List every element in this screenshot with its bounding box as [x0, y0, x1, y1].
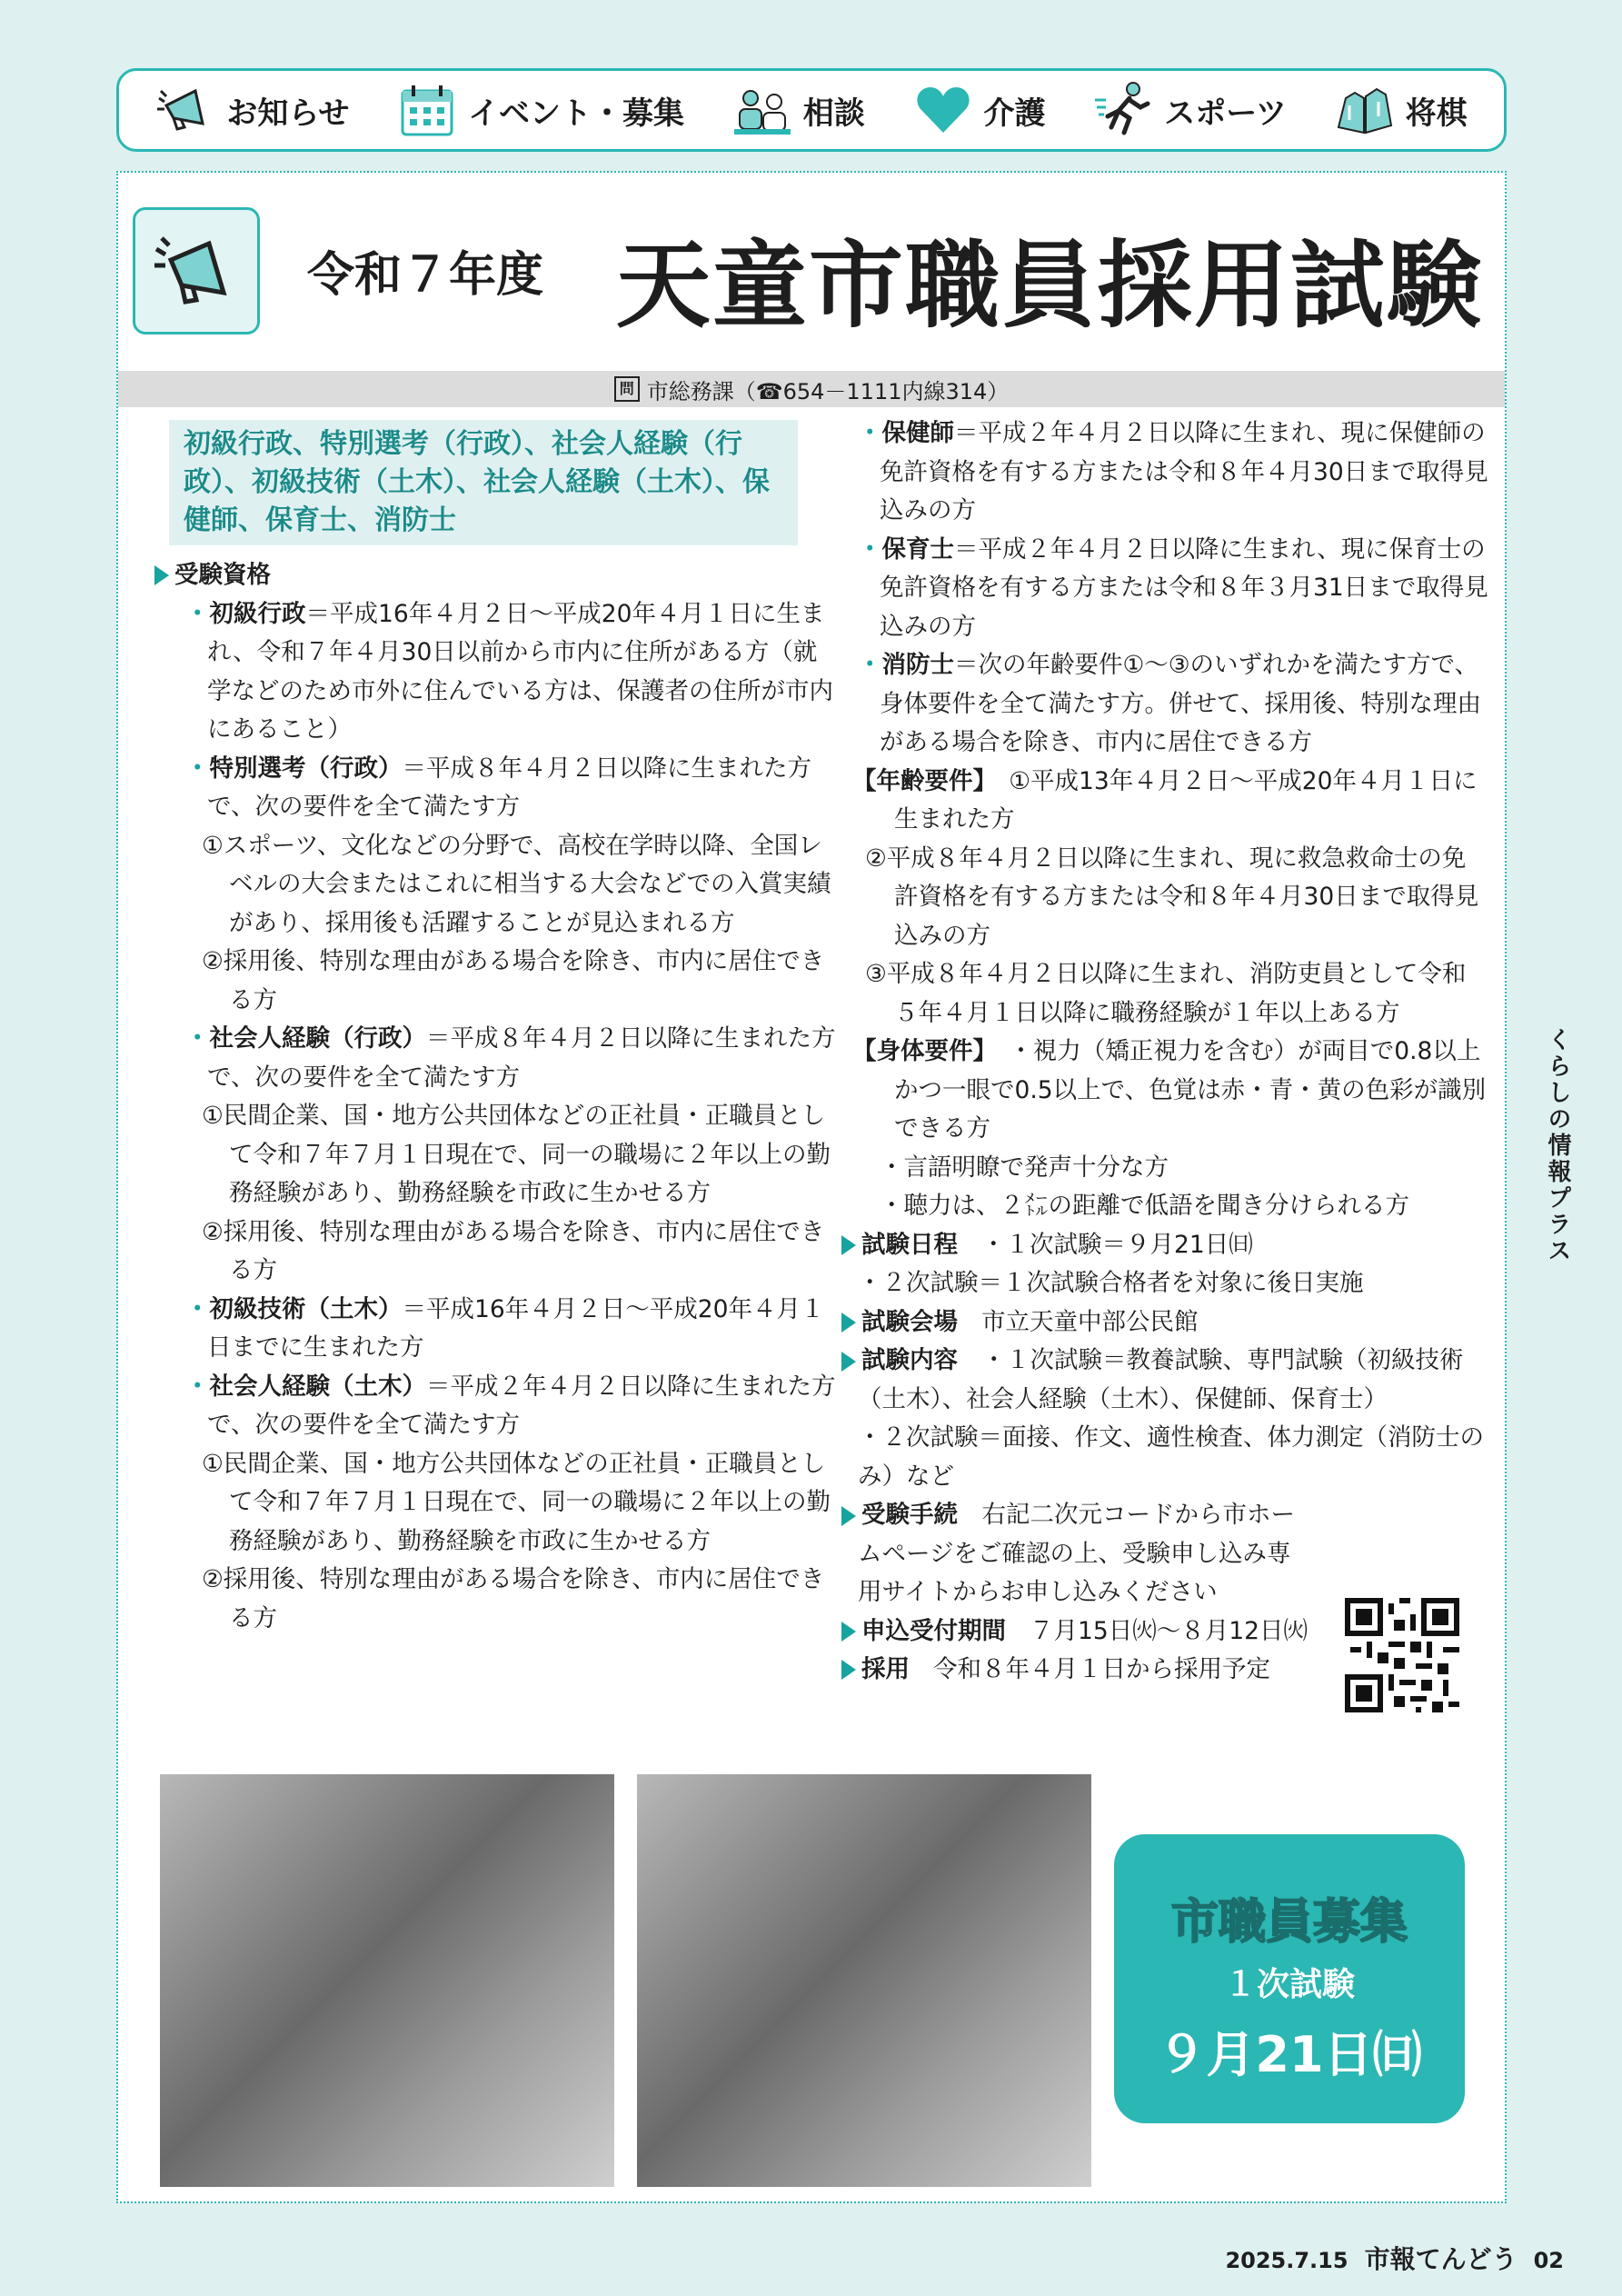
- sub-requirement: ①民間企業、国・地方公共団体などの正社員・正職員として令和７年７月１日現在で、同一の職場に２年以上の勤務経験があり、勤務経験を市政に生かせる方: [202, 1449, 831, 1555]
- sub-requirement: ①スポーツ、文化などの分野で、高校在学時以降、全国レベルの大会またはこれに相当する大会などでの入賞実績があり、採用後も活躍することが見込まれる方: [202, 831, 831, 937]
- article-card: [116, 171, 1507, 2203]
- requirement-item: ・消防士＝次の年齢要件①～③のいずれかを満たす方で、身体要件を全て満たす方。併せて、採用後、特別な理由がある場合を除き、市内に居住できる方: [858, 651, 1481, 756]
- body-requirement-item: ・聴力は、２㍍の距離で低語を聞き分けられる方: [880, 1192, 1409, 1220]
- triangle-marker-icon: [841, 1622, 856, 1642]
- qr-code[interactable]: [1345, 1598, 1459, 1712]
- nav-item-oshirase[interactable]: [155, 80, 349, 140]
- category-nav: [116, 68, 1507, 152]
- nav-item-soudan[interactable]: [732, 80, 865, 140]
- nav-label: 相談: [802, 95, 865, 132]
- requirement-item: ・社会人経験（行政）＝平成８年４月２日以降に生まれた方で、次の要件を全て満たす方: [185, 1024, 836, 1092]
- sub-requirement: ②採用後、特別な理由がある場合を除き、市内に居住できる方: [202, 1565, 825, 1632]
- shogi-icon: [1335, 80, 1395, 140]
- page-footer: [1225, 2240, 1564, 2276]
- nav-item-sports[interactable]: [1093, 80, 1287, 140]
- badge-date: ９月21日㈰: [1157, 2026, 1422, 2083]
- body-requirement-item: ・言語明瞭で発声十分な方: [880, 1153, 1169, 1182]
- nav-label: スポーツ: [1164, 95, 1287, 132]
- heading-label: 受験資格: [174, 561, 271, 589]
- content-heading: 試験内容 ・１次試験＝教養試験、専門試験（初級技術（土木）、社会人経験（土木）、保健師、保育士）: [841, 1342, 1488, 1419]
- sub-requirement: ②採用後、特別な理由がある場合を除き、市内に居住できる方: [202, 947, 825, 1014]
- triangle-marker-icon: [841, 1352, 856, 1372]
- body-requirement: 【身体要件】 ・視力（矯正視力を含む）が両目で0.8以上かつ一眼で0.5以上で、色覚は赤・青・黄の色彩が識別できる方: [852, 1037, 1487, 1143]
- period-heading: 申込受付期間 ７月15日㈫～８月12日㈫: [841, 1612, 1488, 1652]
- nav-item-shogi[interactable]: [1335, 80, 1468, 140]
- requirement-item: ・保健師＝平成２年４月２日以降に生まれ、現に保健師の免許資格を有する方または令和８年４月30日まで取得見込みの方: [858, 419, 1488, 524]
- procedure: 受験手続 右記二次元コードから市ホームページをご確認の上、受験申し込み専用サイトからお申し込みください: [841, 1496, 1303, 1612]
- badge-title: 市職員募集: [1170, 1895, 1408, 1950]
- requirement-item: ・初級技術（土木）＝平成16年４月２日～平成20年４月１日までに生まれた方: [185, 1294, 825, 1362]
- contact-text: 市総務課（☎654－1111内線314）: [646, 378, 1010, 404]
- photo-staff-phone: [637, 1774, 1091, 2187]
- sub-requirement: ①民間企業、国・地方公共団体などの正社員・正職員として令和７年７月１日現在で、同一の職場に２年以上の勤務経験があり、勤務経験を市政に生かせる方: [202, 1102, 831, 1207]
- triangle-marker-icon: [841, 1506, 856, 1526]
- age-requirement-item: ③平成８年４月２日以降に生まれ、消防吏員として令和５年４月１日以降に職務経験が１年以上ある方: [865, 960, 1467, 1027]
- hire-heading: 採用 令和８年４月１日から採用予定: [841, 1651, 1488, 1690]
- age-requirement: 【年齢要件】 ①平成13年４月２日～平成20年４月１日に生まれた方: [852, 766, 1478, 834]
- requirement-item: ・初級行政＝平成16年４月２日～平成20年４月１日に生まれ、令和７年４月30日以前から市内に住所がある方（就学などのため市外に住んでいる方は、保護者の住所が市内にあること）: [185, 599, 833, 744]
- photo-staff-counter: [160, 1774, 614, 2187]
- nav-item-kaigo[interactable]: [913, 80, 1046, 140]
- inquiry-mark: 問: [614, 376, 640, 402]
- page-title: 天童市職員採用試験: [616, 230, 1484, 341]
- heart-icon: [913, 80, 973, 140]
- left-column: [154, 420, 836, 1638]
- venue-heading: 試験会場 市立天童中部公民館: [841, 1303, 1488, 1343]
- section-heading: [154, 556, 836, 595]
- triangle-marker-icon: [841, 1660, 856, 1680]
- article-icon-box: [133, 207, 260, 334]
- nav-label: 介護: [983, 95, 1046, 132]
- requirement-item: ・社会人経験（土木）＝平成２年４月２日以降に生まれた方で、次の要件を全て満たす方: [185, 1372, 836, 1439]
- schedule-item: ・２次試験＝１次試験合格者を対象に後日実施: [858, 1269, 1364, 1297]
- sub-requirement: ②採用後、特別な理由がある場合を除き、市内に居住できる方: [202, 1217, 825, 1284]
- triangle-marker-icon: [841, 1235, 856, 1255]
- megaphone-icon: [155, 80, 215, 140]
- right-column: [841, 414, 1488, 1690]
- fiscal-year: 令和７年度: [307, 248, 544, 303]
- nav-label: 将棋: [1405, 95, 1468, 132]
- age-requirement-item: ②平成８年４月２日以降に生まれ、現に救急救命士の免許資格を有する方または令和８年４月30日まで取得見込みの方: [865, 844, 1479, 950]
- page-number: 02: [1533, 2248, 1564, 2273]
- contact-bar: [118, 371, 1505, 407]
- recruit-badge: [1114, 1834, 1465, 2123]
- nav-label: イベント・募集: [468, 95, 685, 132]
- section-side-label: くらしの情報プラス: [1544, 1027, 1571, 1264]
- calendar-icon: [397, 80, 457, 140]
- schedule-heading: 試験日程 ・１次試験＝９月21日㈰: [841, 1226, 1488, 1265]
- requirement-item: ・保育士＝平成２年４月２日以降に生まれ、現に保育士の免許資格を有する方または令和８年３月31日まで取得見込みの方: [858, 534, 1488, 641]
- triangle-marker-icon: [154, 565, 169, 585]
- requirement-item: ・特別選考（行政）＝平成８年４月２日以降に生まれた方で、次の要件を全て満たす方: [185, 754, 811, 821]
- megaphone-icon: [151, 225, 242, 316]
- nav-item-event[interactable]: [397, 80, 684, 140]
- category-list: 初級行政、特別選考（行政）、社会人経験（行政）、初級技術（土木）、社会人経験（土木）、保健師、保育士、消防士: [169, 420, 798, 545]
- nav-label: お知らせ: [226, 95, 350, 132]
- triangle-marker-icon: [841, 1313, 856, 1333]
- runner-icon: [1093, 80, 1153, 140]
- publication-name: 市報てんどう: [1364, 2244, 1518, 2274]
- content-item: ・２次試験＝面接、作文、適性検査、体力測定（消防士のみ）など: [858, 1423, 1484, 1491]
- badge-subtitle: １次試験: [1223, 1966, 1355, 2003]
- issue-date: 2025.7.15: [1225, 2248, 1348, 2273]
- consultation-icon: [732, 80, 792, 140]
